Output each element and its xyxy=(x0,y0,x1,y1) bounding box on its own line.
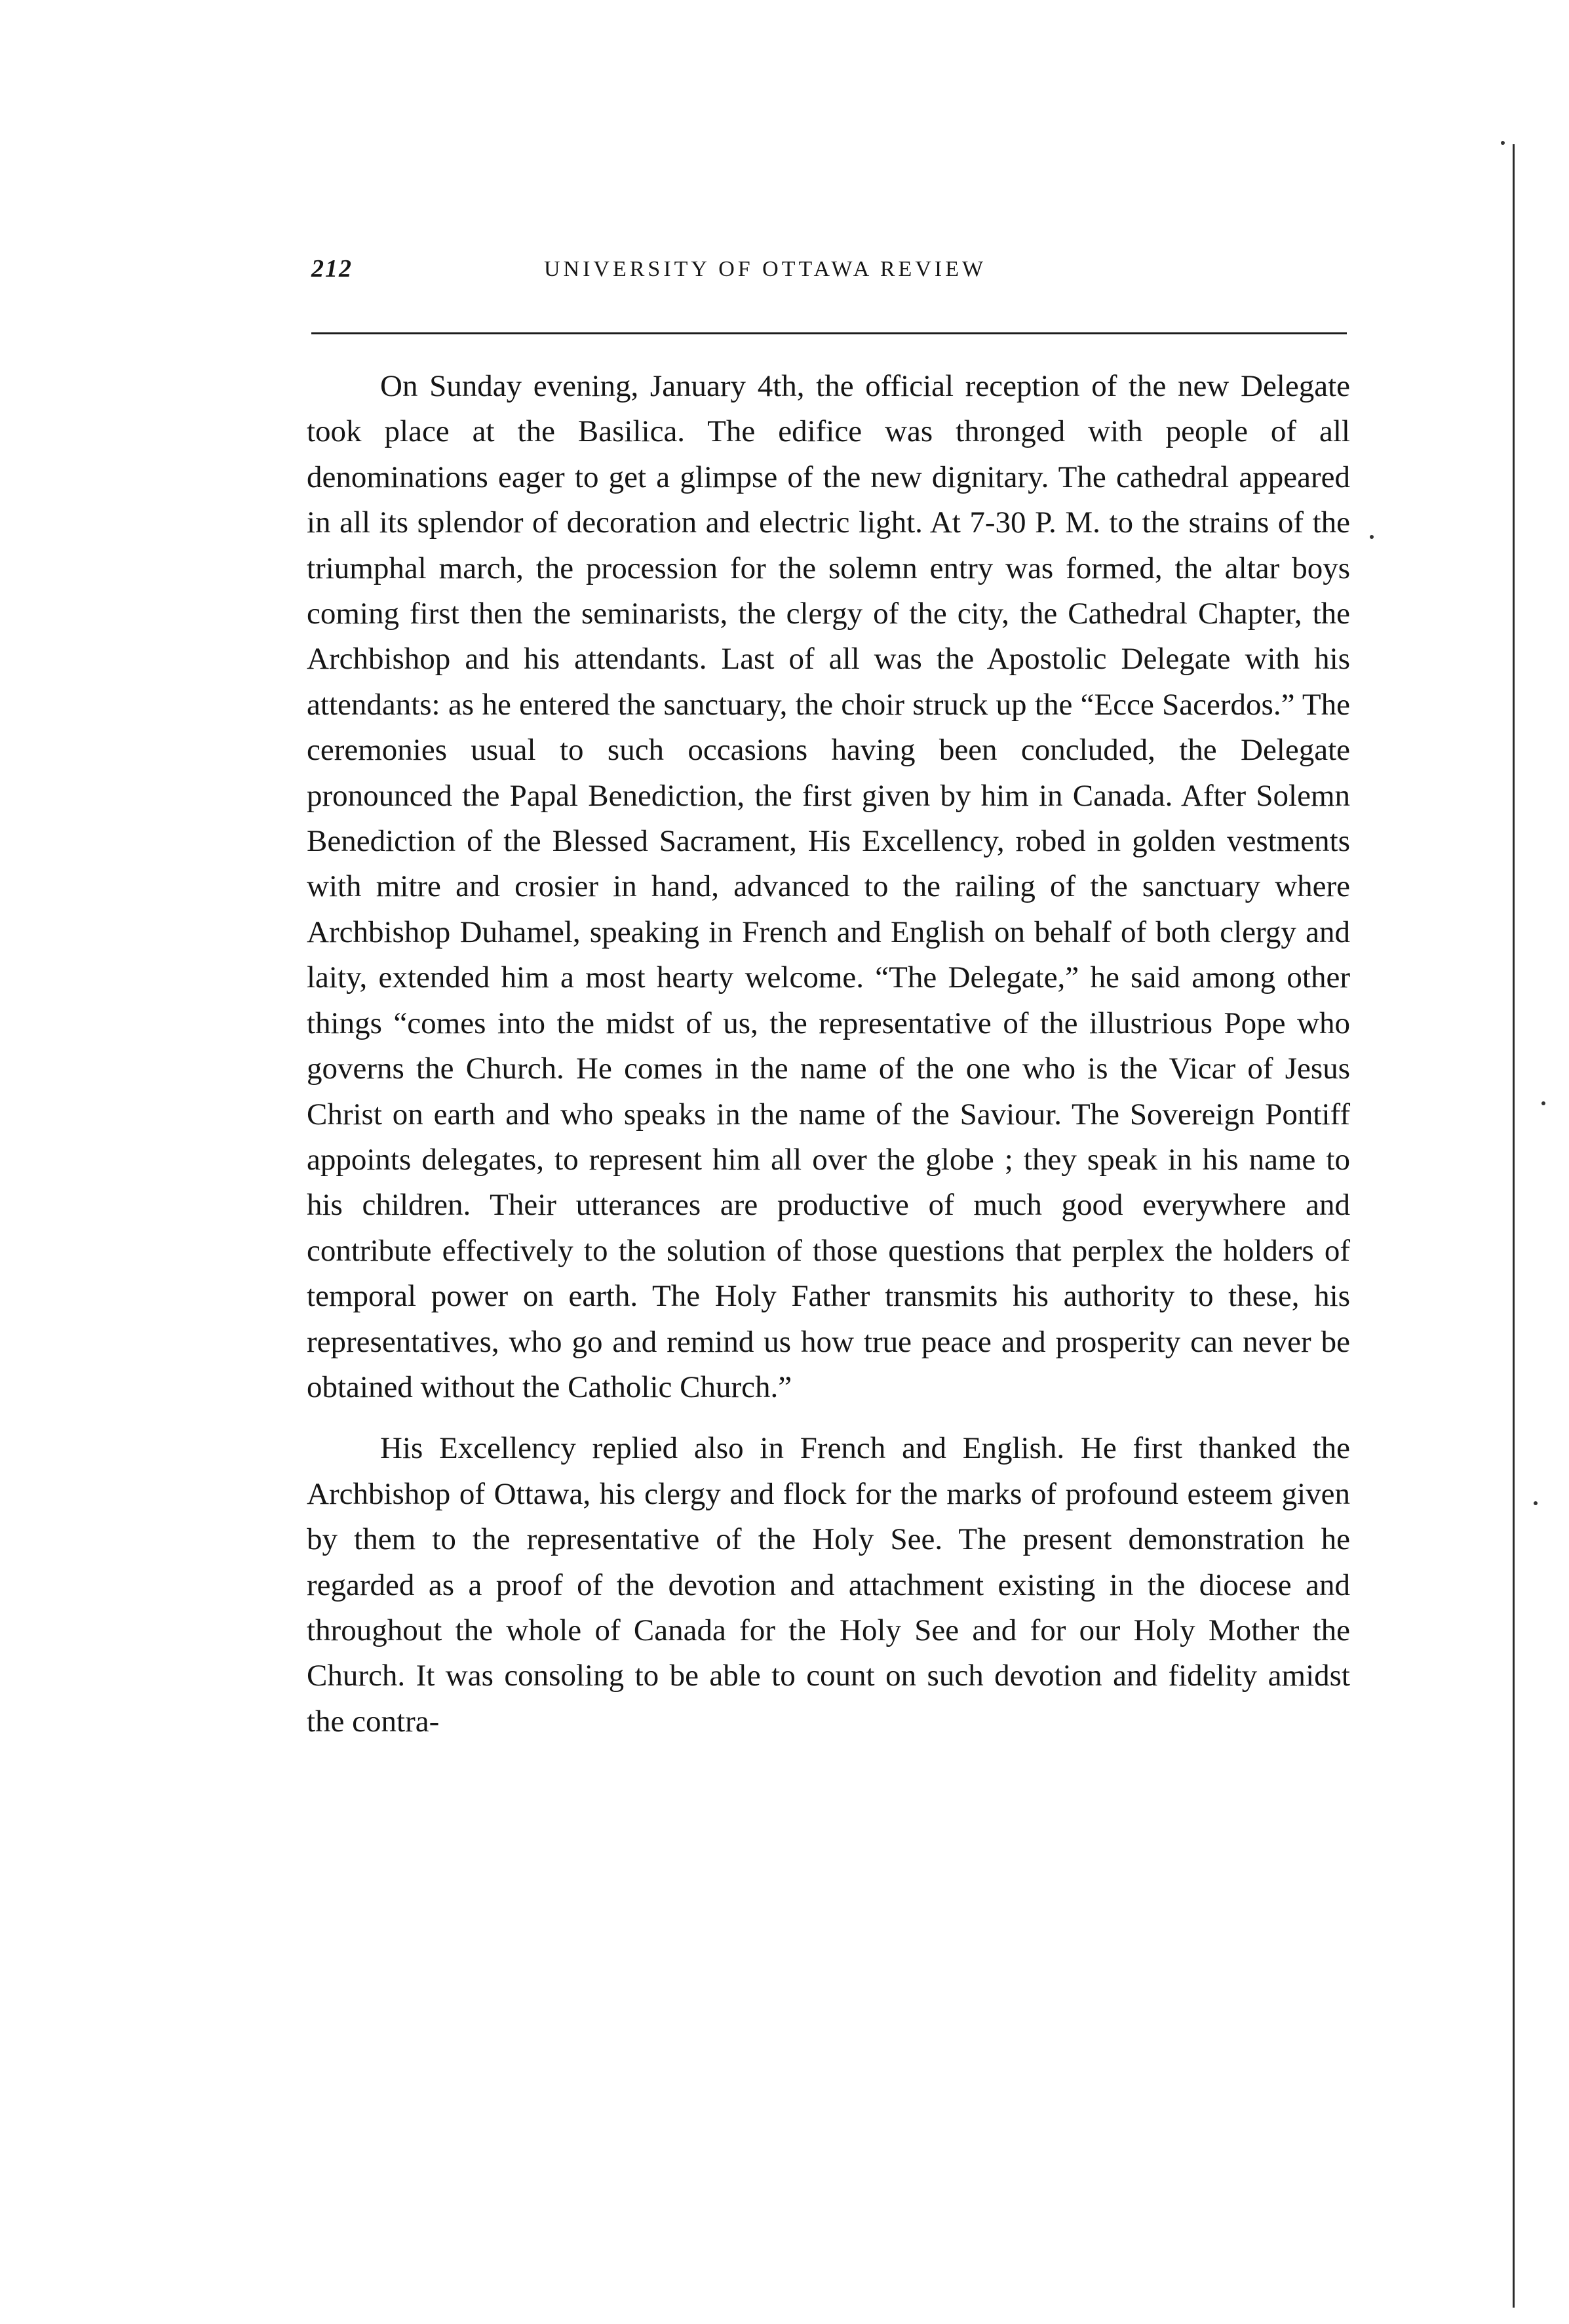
running-title: UNIVERSITY OF OTTAWA REVIEW xyxy=(544,257,987,281)
paragraph-reception: On Sunday evening, January 4th, the official reception of the new Delegate took place at the Basilica. The edifice was thronged with people of all denominations eager to get a glimpse of the new dignitary. The cathedral appeared in all its splendor of decoration and electric light. At 7-30 P. M. to the strains of the triumphal march, the procession for the solemn entry was formed, the altar boys coming first then the seminarists, the clergy of the city, the Cathedral Chapter, the Archbishop and his attendants. Last of all was the Apostolic Delegate with his attendants: as he entered the sanctuary, the choir struck up the “Ecce Sacerdos.” The ceremonies usual to such occasions having been concluded, the Delegate pronounced the Papal Benediction, the first given by him in Canada. After Solemn Benediction of the Blessed Sacrament, His Excellency, robed in golden vestments with mitre and crosier in hand, advanced to the railing of the sanctuary where Archbishop Duhamel, speaking in French and English on behalf of both clergy and laity, extended him a most hearty welcome. “The Delegate,” he said among other things “comes into the midst of us, the representative of the illustrious Pope who governs the Church. He comes in the name of the one who is the Vicar of Jesus Christ on earth and who speaks in the name of the Saviour. The Sovereign Pontiff appoints delegates, to represent him all over the globe ; they speak in his name to his children. Their utterances are productive of much good everywhere and contribute effectively to the solution of those questions that perplex the holders of temporal power on earth. The Holy Father transmits his authority to these, his representatives, who go and remind us how true peace and prosperity can never be obtained without the Catholic Church.” xyxy=(307,369,1350,1404)
edge-speck xyxy=(1370,535,1374,539)
edge-speck xyxy=(1501,141,1505,145)
page-number: 212 xyxy=(311,255,353,283)
running-header xyxy=(311,254,1347,294)
paragraph-reply: His Excellency replied also in French and English. He first thanked the Archbishop of Ottawa, his clergy and flock for the marks of profound esteem given by them to the representative of the Holy See. The present demonstration he regarded as a proof of the devotion and attachment existing in the diocese and throughout the whole of Canada for the Holy See and for our Holy Mother the Church. It was consoling to be able to count on such devotion and fidelity amidst the contra- xyxy=(307,1431,1350,1739)
article-body xyxy=(307,364,1350,1744)
header-rule xyxy=(311,332,1347,334)
edge-speck xyxy=(1534,1501,1538,1505)
page-edge-line xyxy=(1513,144,1515,2308)
edge-speck xyxy=(1541,1101,1545,1105)
